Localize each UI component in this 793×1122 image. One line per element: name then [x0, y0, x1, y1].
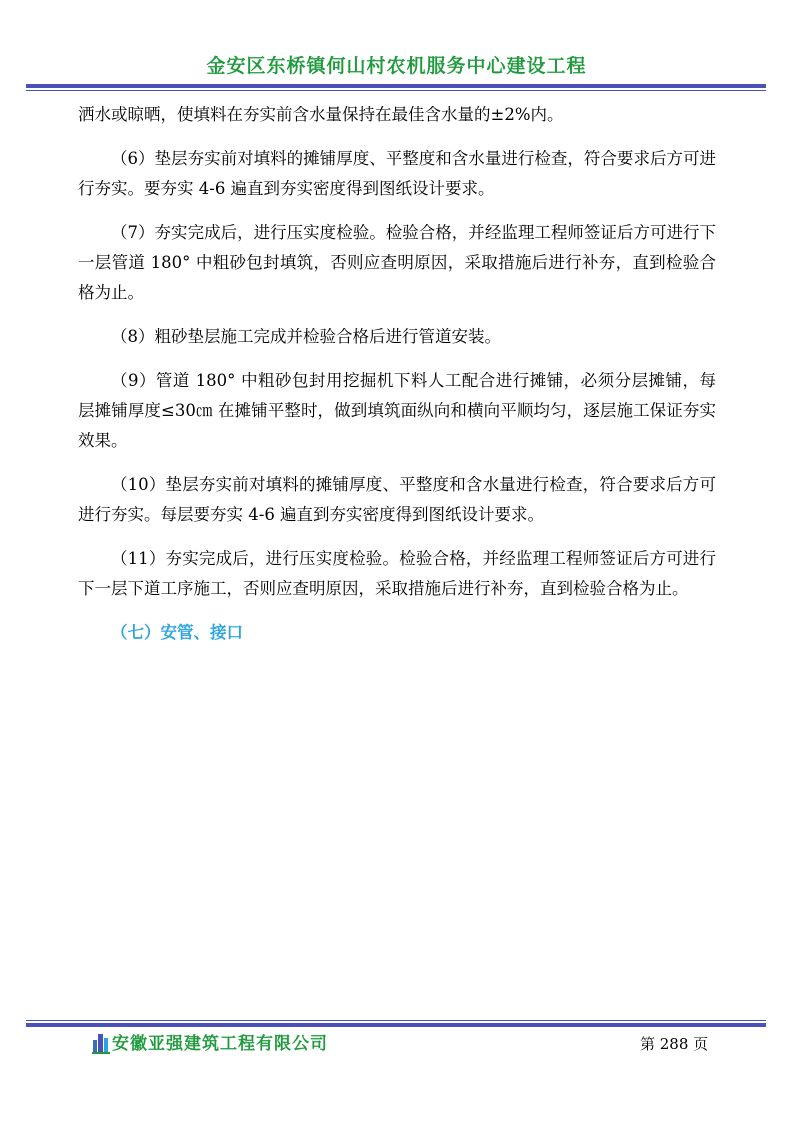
- paragraph: 洒水或晾晒，使填料在夯实前含水量保持在最佳含水量的±2%内。: [78, 105, 564, 124]
- header-rule-thick: [26, 84, 766, 88]
- footer-rule-thick: [26, 1023, 766, 1027]
- footer-company-name: 安徽亚强建筑工程有限公司: [112, 1034, 328, 1054]
- section-heading: （七）安管、接口: [111, 623, 243, 642]
- document-body: [78, 100, 716, 648]
- document-header-title: 金安区东桥镇何山村农机服务中心建设工程: [206, 55, 587, 77]
- paragraph: （10）垫层夯实前对填料的摊铺厚度、平整度和含水量进行检查，符合要求后方可进行夯实。每层要夯实 4-6 遍直到夯实密度得到图纸设计要求。: [78, 475, 716, 524]
- page-number: 第 288 页: [640, 1035, 709, 1053]
- paragraph: （7）夯实完成后，进行压实度检验。检验合格，并经监理工程师签证后方可进行下一层管道 180° 中粗砂包封填筑，否则应查明原因，采取措施后进行补夯，直到检验合格为止。: [78, 223, 716, 302]
- paragraph: （6）垫层夯实前对填料的摊铺厚度、平整度和含水量进行检查，符合要求后方可进行夯实。要夯实 4-6 遍直到夯实密度得到图纸设计要求。: [78, 149, 716, 198]
- building-logo-icon: [92, 1032, 110, 1054]
- header-rule-thin: [26, 90, 766, 91]
- paragraph: （8）粗砂垫层施工完成并检验合格后进行管道安装。: [111, 327, 501, 346]
- paragraph: （11）夯实完成后，进行压实度检验。检验合格，并经监理工程师签证后方可进行下一层下道工序施工，否则应查明原因，采取措施后进行补夯，直到检验合格为止。: [78, 549, 716, 598]
- footer-rule-thin: [26, 1020, 766, 1021]
- paragraph: （9）管道 180° 中粗砂包封用挖掘机下料人工配合进行摊铺，必须分层摊铺，每层摊铺厚度≤30㎝ 在摊铺平整时，做到填筑面纵向和横向平顺均匀，逐层施工保证夯实效果。: [78, 371, 716, 450]
